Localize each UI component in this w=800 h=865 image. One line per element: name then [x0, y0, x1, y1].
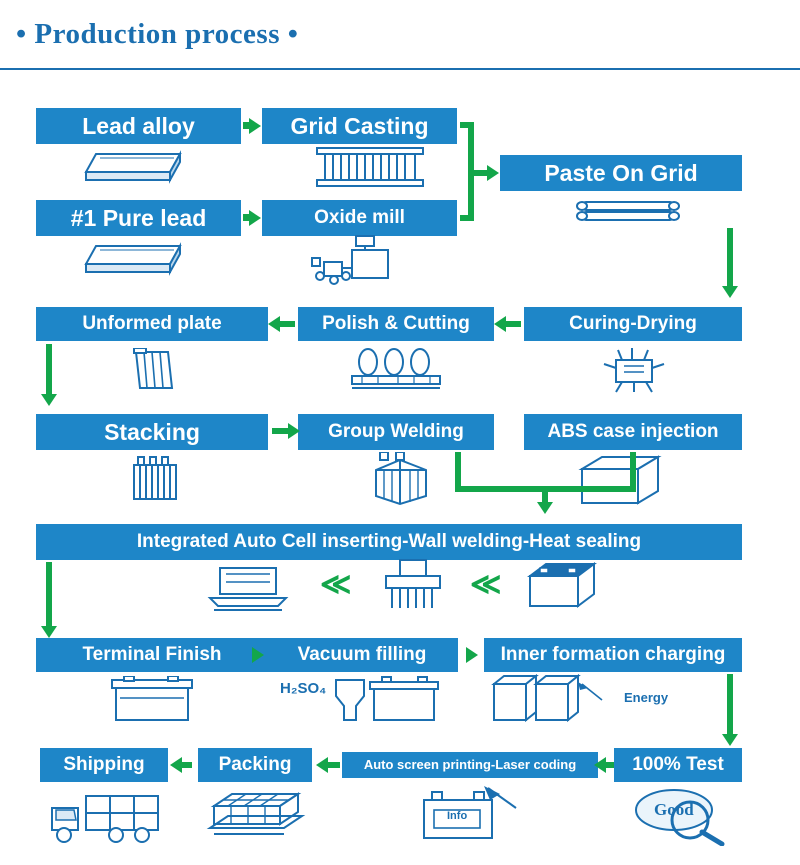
arrow-curing-to-polish-head [494, 316, 506, 332]
step-unformed-plate[interactable] [36, 307, 268, 341]
arrow-paste-to-curing-line [727, 228, 733, 288]
chevron-left-icon-2: ≪ [470, 568, 496, 601]
step-grid-casting[interactable] [262, 108, 457, 144]
vacuum-filling-icon [330, 676, 440, 724]
step-label: Curing-Drying [569, 313, 697, 335]
polish-cutting-icon [348, 346, 444, 394]
chevron-left-icon-1: ≪ [320, 568, 346, 601]
step-polish-cutting[interactable] [298, 307, 494, 341]
step-label: Inner formation charging [500, 644, 726, 666]
merge2-line-left [455, 452, 461, 490]
arrow-integrated-to-terminal-line [46, 562, 52, 630]
step-label: Packing [218, 754, 292, 776]
step-label: Polish & Cutting [322, 313, 470, 335]
arrow-terminal-to-vacuum-head [252, 647, 264, 663]
arrow-polish-to-unformed-head [268, 316, 280, 332]
step-label: Group Welding [328, 421, 464, 443]
abs-case-icon [578, 455, 662, 507]
arrow-inner-to-test-line [727, 674, 733, 736]
shipping-truck-icon [46, 788, 166, 846]
step-lead-alloy[interactable] [36, 108, 241, 144]
step-auto-screen-printing[interactable] [342, 752, 598, 778]
formation-charging-icon [490, 670, 610, 726]
arrow-paste-to-curing-head [722, 286, 738, 298]
stacking-icon [126, 455, 184, 505]
step-label: Oxide mill [314, 207, 405, 229]
good-label: Good [654, 800, 694, 819]
step-terminal-finish[interactable] [36, 638, 268, 672]
arrow-screen-to-packing-head [316, 757, 328, 773]
step-packing[interactable] [198, 748, 312, 782]
arrow-purelead-to-oxide-head [249, 210, 261, 226]
arrow-unformed-to-stacking-head [41, 394, 57, 406]
step-label: Stacking [104, 418, 200, 445]
oxide-mill-icon [310, 234, 400, 290]
unformed-plate-icon [128, 348, 178, 392]
page-title: • Production process • [16, 18, 299, 50]
arrow-integrated-to-terminal-head [41, 626, 57, 638]
lead-ingot-icon [78, 148, 188, 186]
step-label: Terminal Finish [82, 644, 222, 666]
step-label: Integrated Auto Cell inserting-Wall welding-Heat sealing [136, 531, 642, 553]
step-label: Grid Casting [290, 112, 429, 139]
pure-lead-ingot-icon [78, 240, 188, 278]
page-header [0, 0, 800, 70]
arrow-inner-to-test-head [722, 734, 738, 746]
arrow-test-to-screen-head [594, 757, 606, 773]
arrow-screen-to-packing-line [326, 762, 340, 768]
info-label: Info [447, 810, 468, 822]
grid-casting-icon [315, 146, 425, 190]
wall-welding-icon [376, 558, 450, 614]
step-stacking[interactable] [36, 414, 268, 450]
step-group-welding[interactable] [298, 414, 494, 450]
step-inner-formation-charging[interactable] [484, 638, 742, 672]
heat-sealing-battery-icon [524, 560, 604, 612]
step-label: 100% Test [632, 754, 724, 776]
curing-drying-icon [600, 346, 670, 394]
merge-line-out [468, 170, 489, 176]
merge-arrow-head [487, 165, 499, 181]
cell-insert-machine-icon [206, 562, 290, 614]
step-label: Auto screen printing-Laser coding [363, 757, 577, 773]
step-100-percent-test[interactable] [614, 748, 742, 782]
group-welding-icon [370, 452, 432, 506]
acid-formula-label: H₂SO₄ [280, 680, 327, 697]
step-label: Shipping [63, 754, 145, 776]
step-curing-drying[interactable] [524, 307, 742, 341]
step-vacuum-filling[interactable] [266, 638, 458, 672]
step-paste-on-grid[interactable] [500, 155, 742, 191]
packing-pallet-icon [204, 790, 308, 842]
energy-label: Energy [624, 690, 669, 705]
step-label: ABS case injection [547, 421, 719, 443]
step-pure-lead[interactable] [36, 200, 241, 236]
step-oxide-mill[interactable] [262, 200, 457, 236]
merge2-line-right [630, 452, 636, 490]
arrow-vacuum-to-inner-head [466, 647, 478, 663]
terminal-battery-icon [110, 676, 194, 724]
merge2-arrow-head [537, 502, 553, 514]
step-label: #1 Pure lead [70, 204, 207, 231]
step-label: Lead alloy [82, 112, 195, 139]
arrow-packing-to-shipping-head [170, 757, 182, 773]
arrow-lead-to-grid-head [249, 118, 261, 134]
step-abs-case-injection[interactable] [524, 414, 742, 450]
step-shipping[interactable] [40, 748, 168, 782]
step-label: Vacuum filling [297, 644, 427, 666]
step-label: Paste On Grid [544, 159, 698, 186]
arrow-stacking-to-welding-head [288, 423, 300, 439]
paste-rolls-icon [572, 196, 682, 230]
arrow-unformed-to-stacking-line [46, 344, 52, 396]
step-label: Unformed plate [82, 313, 222, 335]
step-integrated-auto-cell[interactable] [36, 524, 742, 560]
